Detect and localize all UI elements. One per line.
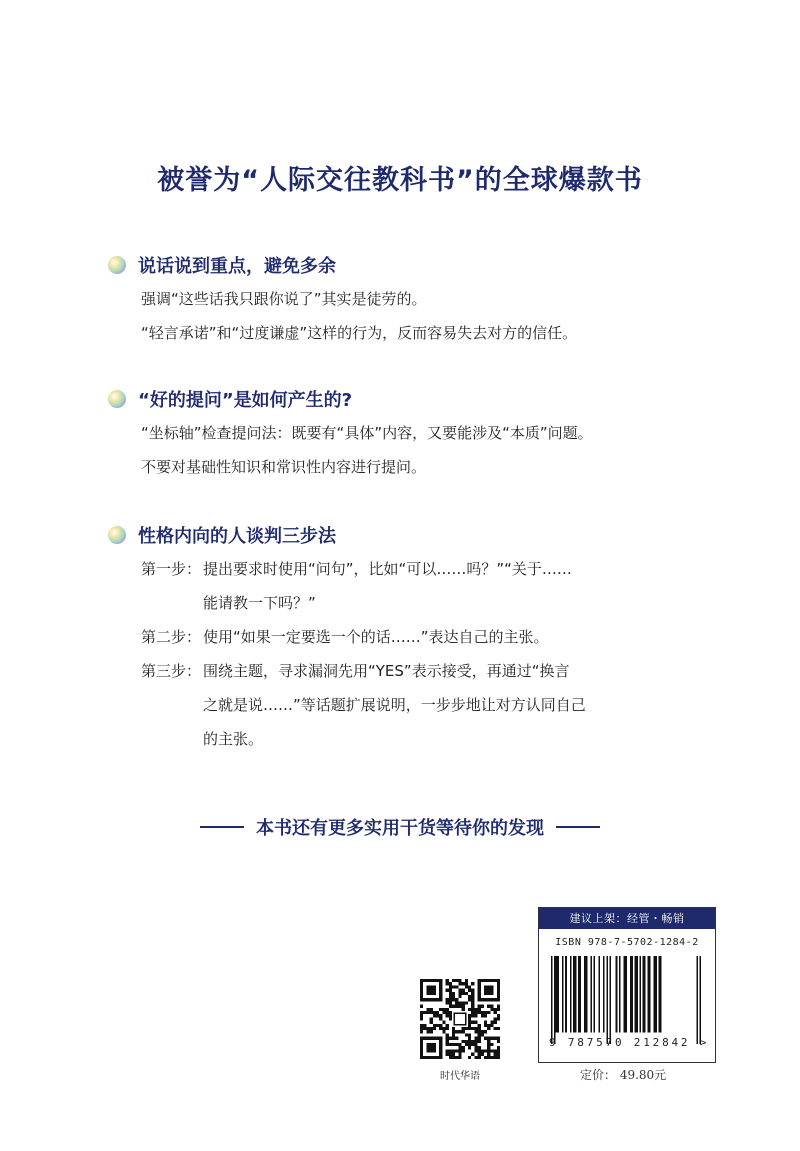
step-line: 使用“如果一定要选一个的话……”表达自己的主张。 xyxy=(203,628,549,646)
step-line: 之就是说……”等话题扩展说明，一步步地让对方认同自己 xyxy=(203,696,586,714)
bullet-icon xyxy=(108,526,126,544)
price: 定价： 49.80元 xyxy=(580,1068,667,1082)
step-line: 能请教一下吗？” xyxy=(203,594,316,612)
step-line: 的主张。 xyxy=(203,730,264,748)
section-heading xyxy=(108,250,728,280)
step-line: 提出要求时使用“问句”，比如“可以……吗？”“关于…… xyxy=(203,560,572,578)
section-title: 说话说到重点，避免多余 xyxy=(138,256,336,277)
ean-digits: 9 787570 212842 > xyxy=(549,1036,710,1049)
step-label: 第二步： xyxy=(141,628,202,646)
section-negotiation xyxy=(108,520,728,756)
qr-block xyxy=(420,979,500,1082)
section-speaking xyxy=(108,250,728,350)
publisher-name: 时代华语 xyxy=(440,1071,480,1082)
step-one xyxy=(141,552,728,620)
isbn-text: ISBN 978-7-5702-1284-2 xyxy=(555,937,699,948)
headline: 被誉为“人际交往教科书”的全球爆款书 xyxy=(157,165,643,196)
qr-code-icon xyxy=(420,979,500,1059)
body-line: “轻言承诺”和“过度谦虚”这样的行为，反而容易失去对方的信任。 xyxy=(141,324,578,342)
body-line: “坐标轴”检查提问法：既要有“具体”内容，又要能涉及“本质”问题。 xyxy=(141,424,593,442)
body-line: 不要对基础性知识和常识性内容进行提问。 xyxy=(141,458,427,476)
shelf-category: 建议上架：经管・畅销 xyxy=(539,908,715,929)
barcode-icon xyxy=(551,956,701,1044)
section-heading xyxy=(108,384,728,414)
step-line: 围绕主题，寻求漏洞先用“YES”表示接受，再通过“换言 xyxy=(203,662,570,680)
section-questions xyxy=(108,384,728,484)
step-label: 第三步： xyxy=(141,662,202,680)
bullet-icon xyxy=(108,390,126,408)
body-line: 强调“这些话我只跟你说了”其实是徒劳的。 xyxy=(141,290,427,308)
section-title: “好的提问”是如何产生的? xyxy=(138,390,353,411)
divider xyxy=(200,826,244,828)
divider xyxy=(556,826,600,828)
footer-tagline xyxy=(0,814,800,840)
section-heading xyxy=(108,520,728,550)
barcode-box xyxy=(538,907,716,1063)
step-label: 第一步： xyxy=(141,560,202,578)
step-three xyxy=(141,654,728,756)
footer-text: 本书还有更多实用干货等待你的发现 xyxy=(256,818,544,839)
step-two xyxy=(141,620,728,654)
section-title: 性格内向的人谈判三步法 xyxy=(138,526,336,547)
bullet-icon xyxy=(108,256,126,274)
